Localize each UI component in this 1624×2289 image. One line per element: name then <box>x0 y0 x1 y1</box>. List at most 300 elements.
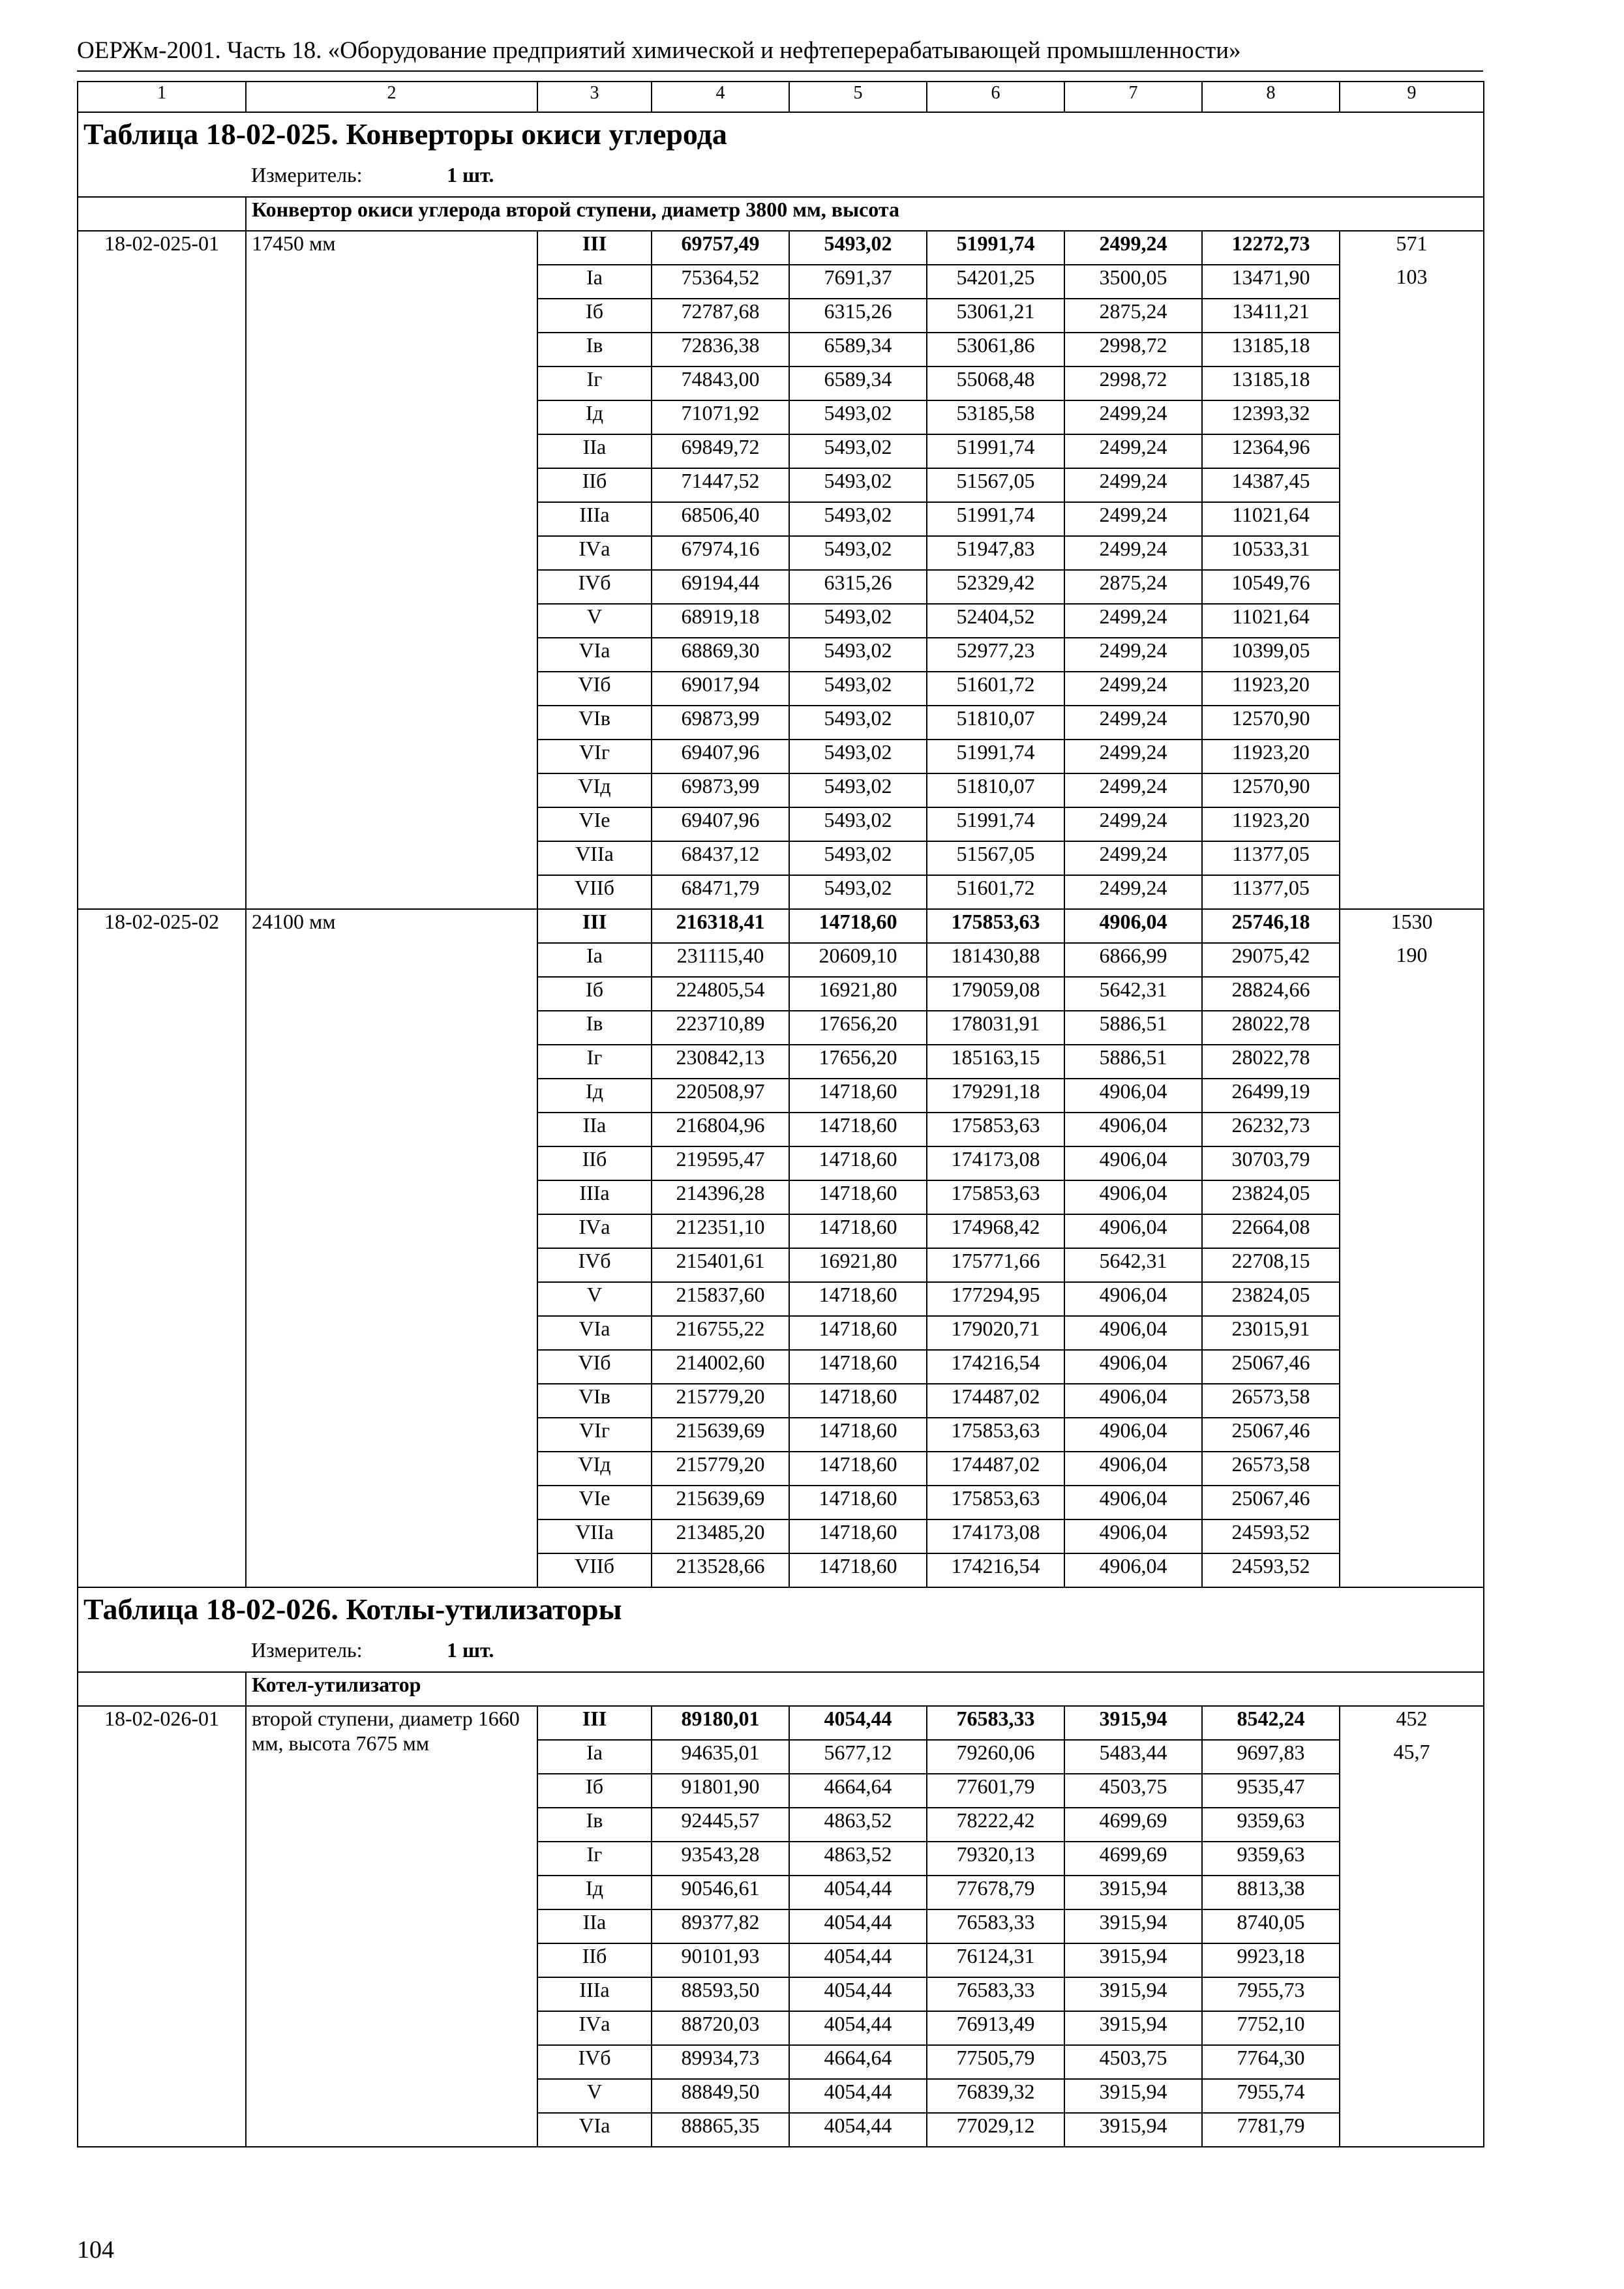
price-cell: 68437,12 <box>652 841 789 875</box>
price-cell: 88720,03 <box>652 2011 789 2045</box>
price-cell: 51810,07 <box>927 773 1064 807</box>
region-code: Iг <box>537 367 652 400</box>
price-cell: 13411,21 <box>1202 299 1340 333</box>
price-cell: 224805,54 <box>652 977 789 1011</box>
price-cell: 179020,71 <box>927 1316 1064 1350</box>
region-code: VIв <box>537 706 652 740</box>
price-cell: 52977,23 <box>927 638 1064 672</box>
region-code: IVа <box>537 1214 652 1248</box>
measure-spacer <box>78 1638 246 1672</box>
price-cell: 72836,38 <box>652 333 789 367</box>
price-cell: 4664,64 <box>789 1774 927 1808</box>
section-name: Конвертор окиси углерода второй ступени, диаметр 3800 мм, высота <box>246 197 1484 231</box>
price-cell: 220508,97 <box>652 1079 789 1113</box>
region-code: V <box>537 604 652 638</box>
region-code: V <box>537 2079 652 2113</box>
price-cell: 71071,92 <box>652 400 789 434</box>
price-cell: 215401,61 <box>652 1248 789 1282</box>
column-number: 3 <box>537 82 652 112</box>
region-code: Iг <box>537 1842 652 1876</box>
price-cell: 3915,94 <box>1064 1876 1202 1909</box>
price-table <box>77 81 1484 2147</box>
price-cell: 28824,66 <box>1202 977 1340 1011</box>
section-name: Котел-утилизатор <box>246 1672 1484 1706</box>
price-cell: 76839,32 <box>927 2079 1064 2113</box>
price-cell: 215779,20 <box>652 1384 789 1418</box>
region-code: Iб <box>537 977 652 1011</box>
price-cell: 2499,24 <box>1064 468 1202 502</box>
measure-value: 1 шт. <box>447 163 494 187</box>
price-cell: 2499,24 <box>1064 434 1202 468</box>
region-code: VIб <box>537 1350 652 1384</box>
measure-label: Измеритель: <box>251 1638 363 1662</box>
price-cell: 89934,73 <box>652 2045 789 2079</box>
col9-value: 45,7 <box>1340 1740 1484 2147</box>
price-cell: 4906,04 <box>1064 1452 1202 1486</box>
section-spacer <box>78 1672 246 1706</box>
region-code: VIIа <box>537 1519 652 1553</box>
price-cell: 212351,10 <box>652 1214 789 1248</box>
price-cell: 5677,12 <box>789 1740 927 1774</box>
header-rule <box>77 70 1483 72</box>
measure-row <box>78 163 1484 197</box>
price-cell: 88865,35 <box>652 2113 789 2147</box>
region-code: III <box>537 231 652 265</box>
price-cell: 51991,74 <box>927 231 1064 265</box>
price-cell: 4906,04 <box>1064 1113 1202 1146</box>
price-cell: 174173,08 <box>927 1146 1064 1180</box>
price-cell: 14718,60 <box>789 1214 927 1248</box>
price-cell: 4054,44 <box>789 2011 927 2045</box>
col9-value: 190 <box>1340 943 1484 1587</box>
price-cell: 16921,80 <box>789 1248 927 1282</box>
price-cell: 6589,34 <box>789 333 927 367</box>
price-cell: 79260,06 <box>927 1740 1064 1774</box>
price-cell: 175771,66 <box>927 1248 1064 1282</box>
price-cell: 3915,94 <box>1064 2011 1202 2045</box>
price-cell: 11377,05 <box>1202 841 1340 875</box>
price-cell: 2875,24 <box>1064 570 1202 604</box>
price-cell: 5642,31 <box>1064 1248 1202 1282</box>
price-cell: 51567,05 <box>927 468 1064 502</box>
price-cell: 5493,02 <box>789 875 927 909</box>
table-title: Таблица 18-02-026. Котлы-утилизаторы <box>78 1587 1484 1638</box>
measure-cell <box>246 163 1484 197</box>
price-cell: 5493,02 <box>789 231 927 265</box>
price-cell: 7781,79 <box>1202 2113 1340 2147</box>
price-cell: 175853,63 <box>927 1180 1064 1214</box>
price-cell: 175853,63 <box>927 1113 1064 1146</box>
region-code: VIа <box>537 1316 652 1350</box>
price-cell: 68919,18 <box>652 604 789 638</box>
price-cell: 6315,26 <box>789 299 927 333</box>
price-cell: 68506,40 <box>652 502 789 536</box>
price-cell: 4906,04 <box>1064 1146 1202 1180</box>
price-cell: 79320,13 <box>927 1842 1064 1876</box>
table-row <box>78 909 1484 943</box>
price-cell: 5493,02 <box>789 706 927 740</box>
price-cell: 4906,04 <box>1064 1384 1202 1418</box>
measure-row <box>78 1638 1484 1672</box>
price-cell: 13185,18 <box>1202 367 1340 400</box>
price-cell: 10549,76 <box>1202 570 1340 604</box>
price-cell: 179059,08 <box>927 977 1064 1011</box>
price-cell: 91801,90 <box>652 1774 789 1808</box>
price-cell: 89377,82 <box>652 1909 789 1943</box>
price-cell: 4863,52 <box>789 1808 927 1842</box>
price-cell: 68869,30 <box>652 638 789 672</box>
price-cell: 7955,73 <box>1202 1977 1340 2011</box>
price-cell: 4906,04 <box>1064 1350 1202 1384</box>
price-cell: 4054,44 <box>789 2079 927 2113</box>
price-cell: 11923,20 <box>1202 807 1340 841</box>
table-title-row <box>78 1587 1484 1638</box>
price-cell: 25067,46 <box>1202 1418 1340 1452</box>
price-cell: 174216,54 <box>927 1350 1064 1384</box>
price-cell: 5642,31 <box>1064 977 1202 1011</box>
section-row <box>78 197 1484 231</box>
price-cell: 9359,63 <box>1202 1808 1340 1842</box>
price-cell: 4863,52 <box>789 1842 927 1876</box>
table-row <box>78 1706 1484 1740</box>
region-code: IIб <box>537 1146 652 1180</box>
price-cell: 93543,28 <box>652 1842 789 1876</box>
region-code: Iв <box>537 333 652 367</box>
column-number: 7 <box>1064 82 1202 112</box>
price-cell: 89180,01 <box>652 1706 789 1740</box>
price-cell: 2499,24 <box>1064 706 1202 740</box>
price-cell: 14718,60 <box>789 1350 927 1384</box>
price-cell: 77601,79 <box>927 1774 1064 1808</box>
region-code: IIа <box>537 1113 652 1146</box>
col9-value: 1530 <box>1340 909 1484 943</box>
column-number: 8 <box>1202 82 1340 112</box>
price-cell: 14718,60 <box>789 1316 927 1350</box>
price-cell: 214396,28 <box>652 1180 789 1214</box>
measure-spacer <box>78 163 246 197</box>
region-code: Iа <box>537 1740 652 1774</box>
price-cell: 94635,01 <box>652 1740 789 1774</box>
region-code: III <box>537 1706 652 1740</box>
region-code: Iа <box>537 265 652 299</box>
price-cell: 16921,80 <box>789 977 927 1011</box>
price-cell: 4906,04 <box>1064 909 1202 943</box>
price-cell: 4054,44 <box>789 1943 927 1977</box>
price-cell: 215779,20 <box>652 1452 789 1486</box>
price-cell: 90101,93 <box>652 1943 789 1977</box>
price-cell: 2499,24 <box>1064 536 1202 570</box>
price-cell: 4699,69 <box>1064 1842 1202 1876</box>
price-cell: 5493,02 <box>789 502 927 536</box>
region-code: Iб <box>537 299 652 333</box>
price-cell: 2998,72 <box>1064 333 1202 367</box>
price-cell: 26499,19 <box>1202 1079 1340 1113</box>
price-cell: 2499,24 <box>1064 875 1202 909</box>
price-cell: 53185,58 <box>927 400 1064 434</box>
page-header: ОЕРЖм-2001. Часть 18. «Оборудование предприятий химической и нефтеперерабатывающей промышленности» <box>77 37 1241 64</box>
price-cell: 67974,16 <box>652 536 789 570</box>
measure-label: Измеритель: <box>251 163 363 187</box>
price-cell: 51991,74 <box>927 502 1064 536</box>
price-cell: 174968,42 <box>927 1214 1064 1248</box>
price-cell: 24593,52 <box>1202 1519 1340 1553</box>
price-cell: 69873,99 <box>652 773 789 807</box>
price-cell: 51601,72 <box>927 672 1064 706</box>
col9-value: 571 <box>1340 231 1484 265</box>
price-cell: 23015,91 <box>1202 1316 1340 1350</box>
region-code: Iв <box>537 1011 652 1045</box>
price-cell: 4906,04 <box>1064 1519 1202 1553</box>
price-cell: 5493,02 <box>789 740 927 773</box>
price-cell: 3915,94 <box>1064 2113 1202 2147</box>
region-code: Iд <box>537 1876 652 1909</box>
price-cell: 223710,89 <box>652 1011 789 1045</box>
price-cell: 54201,25 <box>927 265 1064 299</box>
price-cell: 2499,24 <box>1064 231 1202 265</box>
price-cell: 11923,20 <box>1202 740 1340 773</box>
price-cell: 71447,52 <box>652 468 789 502</box>
price-cell: 69407,96 <box>652 807 789 841</box>
price-cell: 179291,18 <box>927 1079 1064 1113</box>
price-cell: 25067,46 <box>1202 1350 1340 1384</box>
price-cell: 215639,69 <box>652 1418 789 1452</box>
price-cell: 7955,74 <box>1202 2079 1340 2113</box>
price-cell: 9359,63 <box>1202 1842 1340 1876</box>
region-code: VIе <box>537 1486 652 1519</box>
table-title-row <box>78 112 1484 163</box>
price-cell: 14718,60 <box>789 1519 927 1553</box>
region-code: IVб <box>537 1248 652 1282</box>
price-cell: 69849,72 <box>652 434 789 468</box>
price-cell: 69407,96 <box>652 740 789 773</box>
price-cell: 69757,49 <box>652 231 789 265</box>
price-cell: 11021,64 <box>1202 502 1340 536</box>
price-cell: 213485,20 <box>652 1519 789 1553</box>
price-cell: 77678,79 <box>927 1876 1064 1909</box>
price-cell: 5493,02 <box>789 604 927 638</box>
price-cell: 51947,83 <box>927 536 1064 570</box>
region-code: IIIа <box>537 502 652 536</box>
price-cell: 4906,04 <box>1064 1180 1202 1214</box>
price-cell: 5493,02 <box>789 672 927 706</box>
price-cell: 78222,42 <box>927 1808 1064 1842</box>
section-spacer <box>78 197 246 231</box>
price-cell: 2998,72 <box>1064 367 1202 400</box>
price-cell: 5493,02 <box>789 638 927 672</box>
region-code: Iд <box>537 1079 652 1113</box>
price-cell: 4503,75 <box>1064 1774 1202 1808</box>
section-row <box>78 1672 1484 1706</box>
region-code: VIIб <box>537 875 652 909</box>
region-code: Iа <box>537 943 652 977</box>
region-code: IVб <box>537 570 652 604</box>
price-cell: 216755,22 <box>652 1316 789 1350</box>
column-number: 2 <box>246 82 537 112</box>
price-cell: 3915,94 <box>1064 1977 1202 2011</box>
region-code: Iг <box>537 1045 652 1079</box>
column-numbers-row <box>78 82 1484 112</box>
price-cell: 215639,69 <box>652 1486 789 1519</box>
measure-cell <box>246 1638 1484 1672</box>
price-cell: 219595,47 <box>652 1146 789 1180</box>
price-cell: 22664,08 <box>1202 1214 1340 1248</box>
price-cell: 215837,60 <box>652 1282 789 1316</box>
price-cell: 26573,58 <box>1202 1452 1340 1486</box>
column-number: 1 <box>78 82 246 112</box>
price-cell: 2499,24 <box>1064 502 1202 536</box>
price-cell: 55068,48 <box>927 367 1064 400</box>
price-cell: 4906,04 <box>1064 1214 1202 1248</box>
price-cell: 7752,10 <box>1202 2011 1340 2045</box>
price-cell: 5493,02 <box>789 400 927 434</box>
price-cell: 2875,24 <box>1064 299 1202 333</box>
price-cell: 185163,15 <box>927 1045 1064 1079</box>
region-code: VIг <box>537 740 652 773</box>
region-code: VIг <box>537 1418 652 1452</box>
price-cell: 53061,86 <box>927 333 1064 367</box>
price-cell: 24593,52 <box>1202 1553 1340 1587</box>
price-cell: 51991,74 <box>927 434 1064 468</box>
price-cell: 88849,50 <box>652 2079 789 2113</box>
col9-value: 452 <box>1340 1706 1484 1740</box>
price-cell: 216804,96 <box>652 1113 789 1146</box>
price-cell: 26232,73 <box>1202 1113 1340 1146</box>
region-code: Iд <box>537 400 652 434</box>
region-code: VIе <box>537 807 652 841</box>
item-code: 18-02-025-02 <box>78 909 246 1587</box>
region-code: III <box>537 909 652 943</box>
price-cell: 174487,02 <box>927 1452 1064 1486</box>
region-code: IIб <box>537 468 652 502</box>
region-code: IIа <box>537 1909 652 1943</box>
item-description: второй ступени, диаметр 1660 мм, высота 7675 мм <box>246 1706 537 2147</box>
price-cell: 5493,02 <box>789 807 927 841</box>
region-code: Iб <box>537 1774 652 1808</box>
price-cell: 14387,45 <box>1202 468 1340 502</box>
region-code: VIа <box>537 2113 652 2147</box>
price-cell: 214002,60 <box>652 1350 789 1384</box>
price-cell: 4664,64 <box>789 2045 927 2079</box>
price-cell: 51810,07 <box>927 706 1064 740</box>
region-code: IIIа <box>537 1977 652 2011</box>
price-cell: 178031,91 <box>927 1011 1064 1045</box>
price-cell: 20609,10 <box>789 943 927 977</box>
price-cell: 4699,69 <box>1064 1808 1202 1842</box>
price-cell: 6315,26 <box>789 570 927 604</box>
price-cell: 175853,63 <box>927 909 1064 943</box>
price-cell: 4906,04 <box>1064 1553 1202 1587</box>
price-cell: 74843,00 <box>652 367 789 400</box>
table-row <box>78 231 1484 265</box>
price-cell: 4906,04 <box>1064 1316 1202 1350</box>
price-cell: 4503,75 <box>1064 2045 1202 2079</box>
price-cell: 175853,63 <box>927 1418 1064 1452</box>
price-cell: 6589,34 <box>789 367 927 400</box>
price-cell: 3915,94 <box>1064 2079 1202 2113</box>
price-cell: 51991,74 <box>927 740 1064 773</box>
price-cell: 4054,44 <box>789 1706 927 1740</box>
price-cell: 69873,99 <box>652 706 789 740</box>
price-cell: 4054,44 <box>789 1876 927 1909</box>
col9-value: 103 <box>1340 265 1484 909</box>
price-cell: 175853,63 <box>927 1486 1064 1519</box>
region-code: VIа <box>537 638 652 672</box>
price-cell: 4054,44 <box>789 2113 927 2147</box>
price-cell: 14718,60 <box>789 1282 927 1316</box>
price-cell: 14718,60 <box>789 1079 927 1113</box>
price-cell: 51991,74 <box>927 807 1064 841</box>
price-cell: 11923,20 <box>1202 672 1340 706</box>
price-cell: 51567,05 <box>927 841 1064 875</box>
price-cell: 12570,90 <box>1202 706 1340 740</box>
column-number: 5 <box>789 82 927 112</box>
price-cell: 77029,12 <box>927 2113 1064 2147</box>
price-cell: 2499,24 <box>1064 740 1202 773</box>
price-cell: 75364,52 <box>652 265 789 299</box>
price-cell: 14718,60 <box>789 1384 927 1418</box>
price-cell: 69194,44 <box>652 570 789 604</box>
item-code: 18-02-026-01 <box>78 1706 246 2147</box>
price-cell: 13471,90 <box>1202 265 1340 299</box>
price-cell: 4906,04 <box>1064 1486 1202 1519</box>
price-cell: 181430,88 <box>927 943 1064 977</box>
column-number: 6 <box>927 82 1064 112</box>
measure-value: 1 шт. <box>447 1638 494 1662</box>
price-cell: 10399,05 <box>1202 638 1340 672</box>
price-cell: 76583,33 <box>927 1706 1064 1740</box>
price-cell: 4054,44 <box>789 1977 927 2011</box>
price-cell: 14718,60 <box>789 1113 927 1146</box>
price-cell: 53061,21 <box>927 299 1064 333</box>
price-cell: 3915,94 <box>1064 1706 1202 1740</box>
price-cell: 28022,78 <box>1202 1011 1340 1045</box>
price-cell: 2499,24 <box>1064 400 1202 434</box>
region-code: IVа <box>537 536 652 570</box>
price-cell: 14718,60 <box>789 1418 927 1452</box>
price-cell: 72787,68 <box>652 299 789 333</box>
price-cell: 23824,05 <box>1202 1282 1340 1316</box>
price-cell: 216318,41 <box>652 909 789 943</box>
price-cell: 26573,58 <box>1202 1384 1340 1418</box>
price-cell: 52329,42 <box>927 570 1064 604</box>
price-cell: 6866,99 <box>1064 943 1202 977</box>
price-cell: 17656,20 <box>789 1045 927 1079</box>
price-cell: 2499,24 <box>1064 672 1202 706</box>
price-cell: 25067,46 <box>1202 1486 1340 1519</box>
price-cell: 13185,18 <box>1202 333 1340 367</box>
region-code: IIIа <box>537 1180 652 1214</box>
region-code: IIа <box>537 434 652 468</box>
price-cell: 174487,02 <box>927 1384 1064 1418</box>
price-cell: 88593,50 <box>652 1977 789 2011</box>
price-cell: 17656,20 <box>789 1011 927 1045</box>
price-cell: 76583,33 <box>927 1909 1064 1943</box>
price-cell: 177294,95 <box>927 1282 1064 1316</box>
price-cell: 5886,51 <box>1064 1045 1202 1079</box>
column-number: 9 <box>1340 82 1484 112</box>
price-cell: 5493,02 <box>789 773 927 807</box>
price-cell: 3915,94 <box>1064 1909 1202 1943</box>
price-cell: 14718,60 <box>789 1452 927 1486</box>
price-cell: 7764,30 <box>1202 2045 1340 2079</box>
price-cell: 8542,24 <box>1202 1706 1340 1740</box>
page-number: 104 <box>77 2236 114 2264</box>
price-cell: 5493,02 <box>789 536 927 570</box>
price-cell: 14718,60 <box>789 1553 927 1587</box>
price-cell: 213528,66 <box>652 1553 789 1587</box>
price-cell: 2499,24 <box>1064 638 1202 672</box>
region-code: IVб <box>537 2045 652 2079</box>
